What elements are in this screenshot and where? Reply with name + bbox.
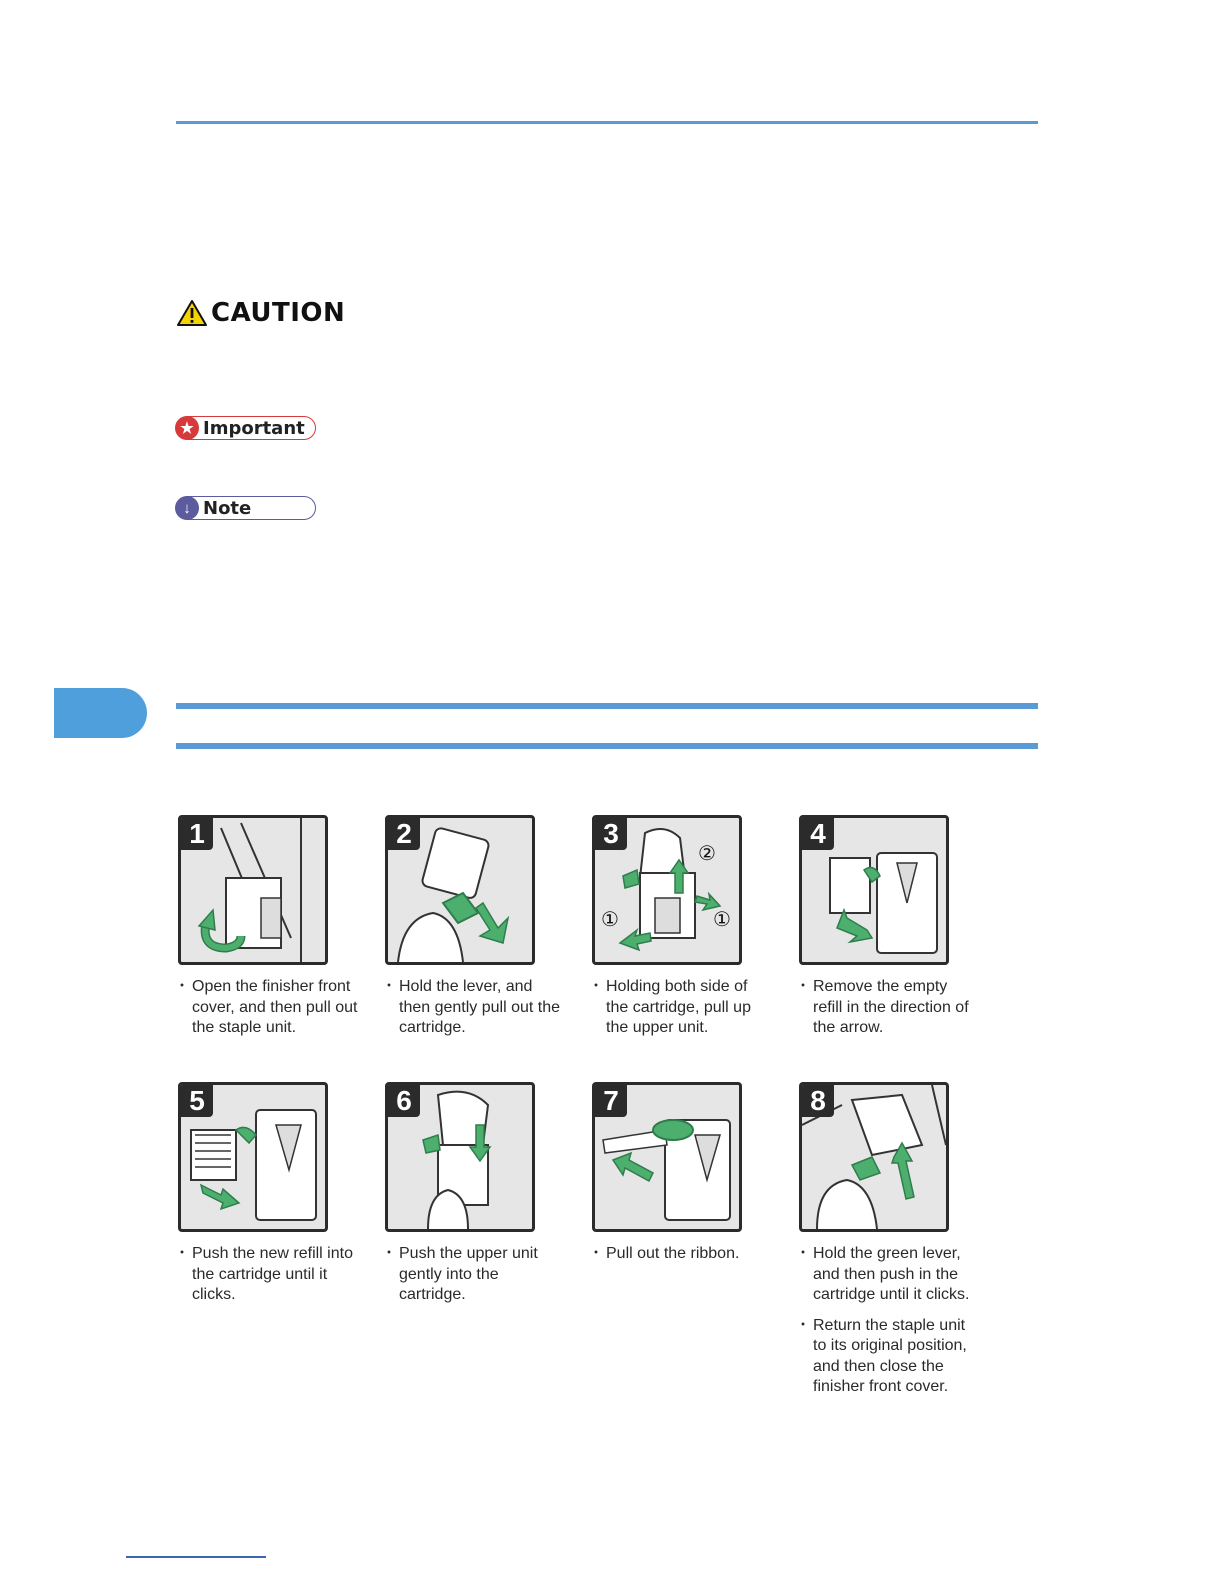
step-number: 3 (595, 818, 627, 850)
step-number: 1 (181, 818, 213, 850)
step-number: 4 (802, 818, 834, 850)
step-caption (592, 977, 772, 1039)
star-icon: ★ (175, 416, 199, 440)
step-6 (385, 1082, 565, 1316)
step-illustration (178, 815, 328, 965)
step-caption (385, 1244, 565, 1306)
caption-text: ・ Push the upper unit gently into the cartridge. (385, 1244, 565, 1306)
step-2 (385, 815, 565, 1049)
step-number: 8 (802, 1085, 834, 1117)
step-5 (178, 1082, 358, 1316)
step-number: 2 (388, 818, 420, 850)
step-caption (178, 1244, 358, 1306)
section-rule-bottom (176, 743, 1038, 749)
step-illustration (592, 1082, 742, 1232)
caption-text: ・ Holding both side of the cartridge, pull up the upper unit. (592, 977, 772, 1039)
step-caption (178, 977, 358, 1039)
step-caption (592, 1244, 772, 1265)
step-4 (799, 815, 979, 1049)
step-number: 6 (388, 1085, 420, 1117)
step-caption (385, 977, 565, 1039)
note-label: Note (203, 497, 252, 519)
footer-rule (126, 1556, 266, 1558)
caption-text: ・ Open the finisher front cover, and then pull out the staple unit. (178, 977, 358, 1039)
step-caption (799, 1244, 979, 1398)
caption-text: ・ Pull out the ribbon. (592, 1244, 772, 1265)
chapter-tab (54, 688, 147, 738)
marker-two: ② (698, 841, 716, 865)
caution-label: CAUTION (211, 298, 346, 328)
step-illustration (799, 815, 949, 965)
caption-text: ・ Hold the lever, and then gently pull out the cartridge. (385, 977, 565, 1039)
step-8 (799, 1082, 979, 1408)
caption-text: ・ Hold the green lever, and then push in the cartridge until it clicks. (799, 1244, 979, 1306)
step-1 (178, 815, 358, 1049)
step-3 (592, 815, 772, 1049)
caption-text: ・ Return the staple unit to its original position, and then close the finisher front cover. (799, 1316, 979, 1398)
step-number: 5 (181, 1085, 213, 1117)
caption-text: ・ Push the new refill into the cartridge until it clicks. (178, 1244, 358, 1306)
marker-one-left: ① (601, 907, 619, 931)
caption-text: ・ Remove the empty refill in the direction of the arrow. (799, 977, 979, 1039)
step-illustration (178, 1082, 328, 1232)
note-badge (176, 496, 316, 520)
important-label: Important (203, 417, 305, 439)
header-rule (176, 121, 1038, 124)
step-illustration (385, 1082, 535, 1232)
step-7 (592, 1082, 772, 1275)
warning-triangle-icon (176, 299, 208, 327)
step-illustration (799, 1082, 949, 1232)
section-rule-top (176, 703, 1038, 709)
caution-heading (176, 296, 345, 330)
step-illustration (592, 815, 742, 965)
step-illustration (385, 815, 535, 965)
step-caption (799, 977, 979, 1039)
step-number: 7 (595, 1085, 627, 1117)
down-arrow-icon: ↓ (175, 496, 199, 520)
important-badge (176, 416, 316, 440)
marker-one-right: ① (713, 907, 731, 931)
